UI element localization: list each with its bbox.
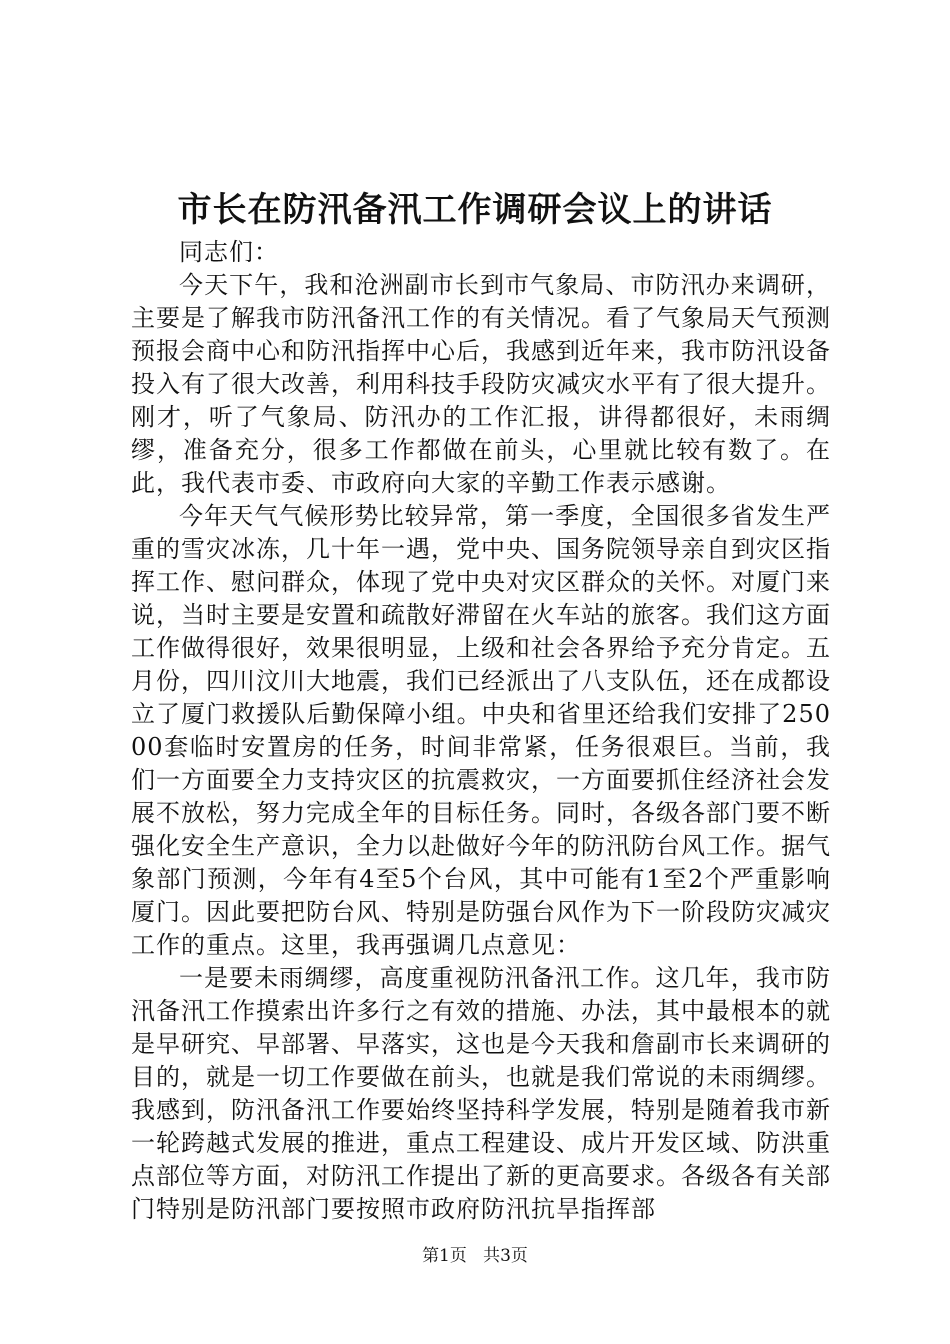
document-body <box>131 236 831 1226</box>
body-paragraph: 今天下午，我和沧洲副市长到市气象局、市防汛办来调研，主要是了解我市防汛备汛工作的有关情况。看了气象局天气预测预报会商中心和防汛指挥中心后，我感到近年来，我市防汛设备投入有了很大改善，利用科技手段防灾减灾水平有了很大提升。刚才，听了气象局、防汛办的工作汇报，讲得都很好，未雨绸缪，准备充分，很多工作都做在前头，心里就比较有数了。在此，我代表市委、市政府向大家的辛勤工作表示感谢。 <box>131 271 831 497</box>
body-paragraph: 今年天气气候形势比较异常，第一季度，全国很多省发生严重的雪灾冰冻，几十年一遇，党中央、国务院领导亲自到灾区指挥工作、慰问群众，体现了党中央对灾区群众的关怀。对厦门来说，当时主要是安置和疏散好滞留在火车站的旅客。我们这方面工作做得很好，效果很明显，上级和社会各界给予充分肯定。五月份，四川汶川大地震，我们已经派出了八支队伍，还在成都设立了厦门救援队后勤保障小组。中央和省里还给我们安排了25000套临时安置房的任务，时间非常紧，任务很艰巨。当前，我们一方面要全力支持灾区的抗震救灾，一方面要抓住经济社会发展不放松，努力完成全年的目标任务。同时，各级各部门要不断强化安全生产意识，全力以赴做好今年的防汛防台风工作。据气象部门预测，今年有4至5个台风，其中可能有1至2个严重影响厦门。因此要把防台风、特别是防强台风作为下一阶段防灾减灾工作的重点。这里，我再强调几点意见： <box>131 502 831 959</box>
page-footer <box>0 1244 950 1268</box>
page-total: 共3页 <box>483 1246 528 1266</box>
page-number: 第1页 <box>422 1246 467 1266</box>
body-paragraph: 一是要未雨绸缪，高度重视防汛备汛工作。这几年，我市防汛备汛工作摸索出许多行之有效的措施、办法，其中最根本的就是早研究、早部署、早落实，这也是今天我和詹副市长来调研的目的，就是一切工作要做在前头，也就是我们常说的未雨绸缪。我感到，防汛备汛工作要始终坚持科学发展，特别是随着我市新一轮跨越式发展的推进，重点工程建设、成片开发区域、防洪重点部位等方面，对防汛工作提出了新的更高要求。各级各有关部门特别是防汛部门要按照市政府防汛抗旱指挥部 <box>131 964 831 1223</box>
salutation-paragraph: 同志们： <box>179 238 279 266</box>
document-title: 市长在防汛备汛工作调研会议上的讲话 <box>177 190 773 230</box>
